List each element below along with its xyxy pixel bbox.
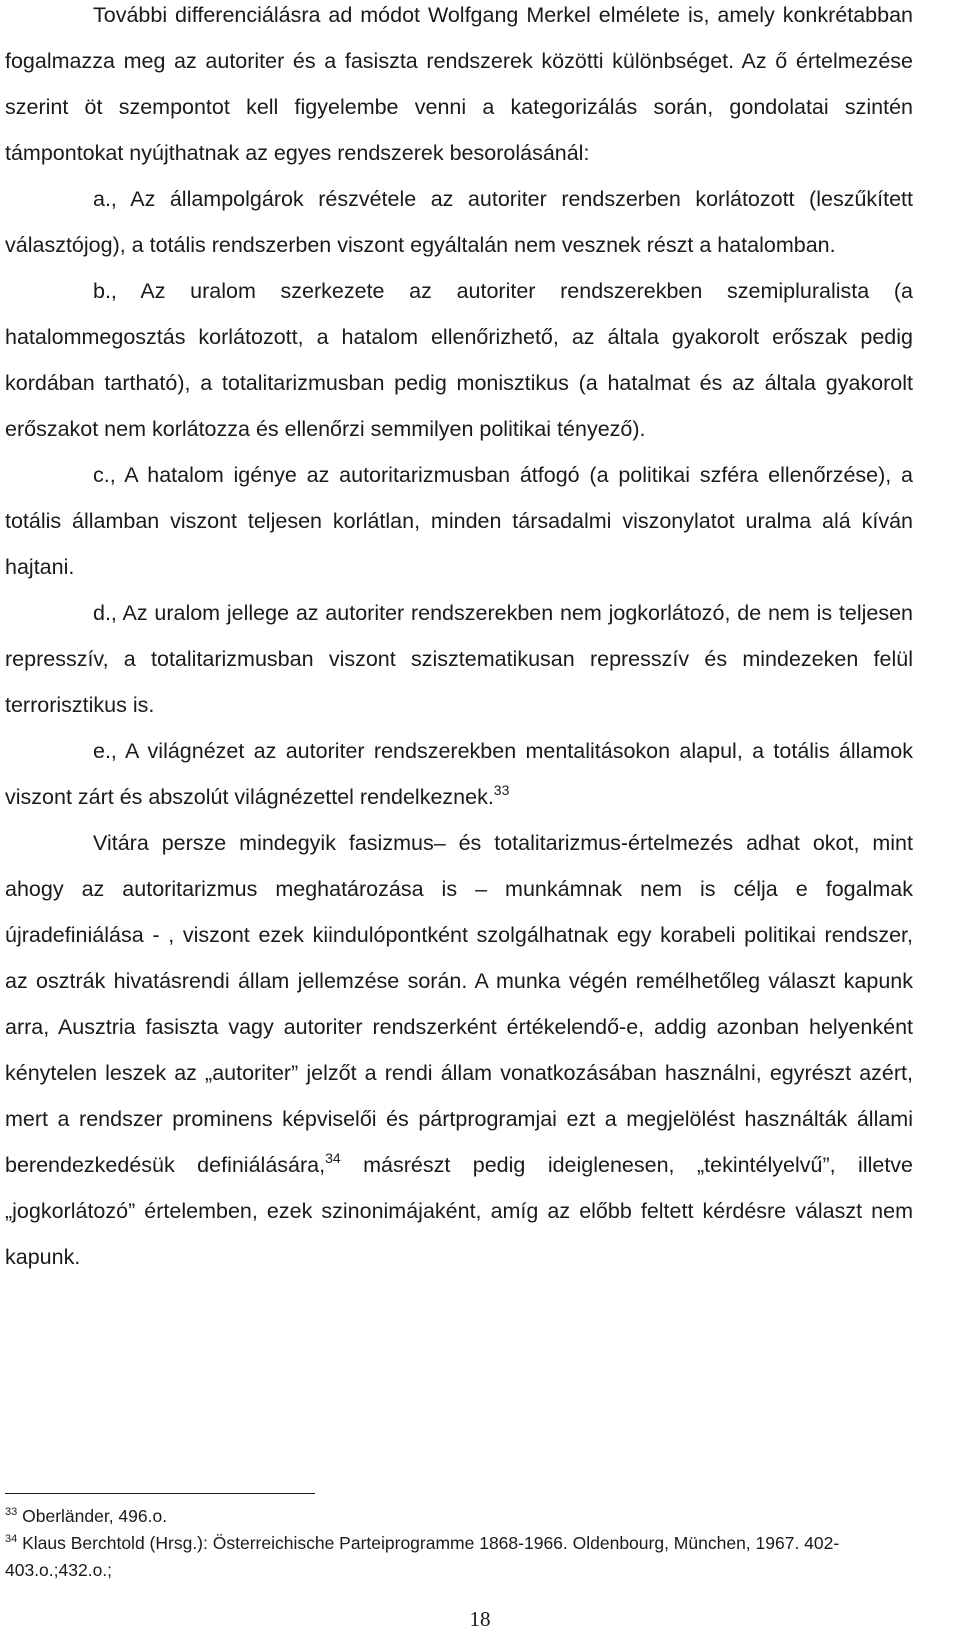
paragraph-b: b., Az uralom szerkezete az autoriter rendszerekben szemipluralista (a hatalommegosztás korlátozott, a hatalom ellenőrizhető, az általa gyakorolt erőszak pedig kordában tartható), a totalitarizmusban pedig monisztikus (a hatalmat és az általa gyakorolt erőszakot nem korlátozza és ellenőrzi semmilyen politikai tényező). (5, 279, 913, 441)
paragraph-intro: További differenciálásra ad módot Wolfgang Merkel elmélete is, amely konkrétabban fogalmazza meg az autoriter és a fasiszta rendszerek közötti különbséget. Az ő értelmezése szerint öt szempontot kell figyelembe venni a kategorizálás során, gondolatai szintén támpontokat nyújthatnak az egyes rendszerek besorolásánál: (5, 3, 913, 165)
paragraph-e-text: e., A világnézet az autoriter rendszerekben mentalitásokon alapul, a totális államok viszont zárt és abszolút világnézettel rendelkeznek. (5, 739, 913, 809)
footnotes (5, 1503, 917, 1584)
footnote-ref-33[interactable]: 33 (493, 782, 510, 798)
footnote-ref-34[interactable]: 34 (325, 1150, 341, 1166)
body-text (5, 0, 913, 1280)
footnote-text: Oberländer, 496.o. (17, 1506, 168, 1526)
paragraph-d: d., Az uralom jellege az autoriter rendszerekben nem jogkorlátozó, de nem is teljesen represszív, a totalitarizmusban viszont szisztematikusan represszív és mindezeken felül terrorisztikus is. (5, 601, 913, 717)
footnote-text: Klaus Berchtold (Hrsg.): Österreichische Parteiprogramme 1868-1966. Oldenbourg, München, 1967. 402-403.o.;432.o.; (5, 1533, 840, 1580)
footnote-33 (5, 1503, 917, 1530)
footnote-number: 34 (5, 1533, 18, 1545)
paragraph-e (5, 728, 913, 820)
page-number: 18 (469, 1607, 491, 1631)
paragraph-c: c., A hatalom igénye az autoritarizmusban átfogó (a politikai szféra ellenőrzése), a totális államban viszont teljesen korlátlan, minden társadalmi viszonylatot uralma alá kíván hajtani. (5, 463, 913, 579)
paragraph-a: a., Az állampolgárok részvétele az autoriter rendszerben korlátozott (leszűkített választójog), a totális rendszerben viszont egyáltalán nem vesznek részt a hatalomban. (5, 187, 913, 257)
paragraph-final-text-end: másrészt pedig ideiglenesen, „tekintélyelvű”, illetve „jogkorlátozó” értelemben, ezek szinonimájaként, amíg az előbb feltett kérdésre választ nem kapunk. (5, 1153, 914, 1269)
footnote-number: 33 (5, 1506, 18, 1518)
paragraph-final-text-start: Vitára persze mindegyik fasizmus– és totalitarizmus-értelmezés adhat okot, mint ahogy az autoritarizmus meghatározása is – munkámnak nem is célja e fogalmak újradefiniálása - , viszont ezek kiindulópontként szolgálhatnak egy korabeli politikai rendszer, az osztrák hivatásrendi állam jellemzése során. A munka végén remélhetőleg választ kapunk arra, Ausztria fasiszta vagy autoriter rendszerként értékelendő-e, addig azonban helyenként kénytelen leszek az „autoriter” jelzőt a rendi állam vonatkozásában használni, egyrészt azért, mert a rendszer prominens képviselői és pártprogramjai ezt a megjelölést használták állami berendezkedésük definiálására, (5, 831, 913, 1177)
paragraph-final (5, 820, 913, 1280)
footnote-separator (5, 1493, 315, 1494)
footnote-34 (5, 1530, 917, 1584)
